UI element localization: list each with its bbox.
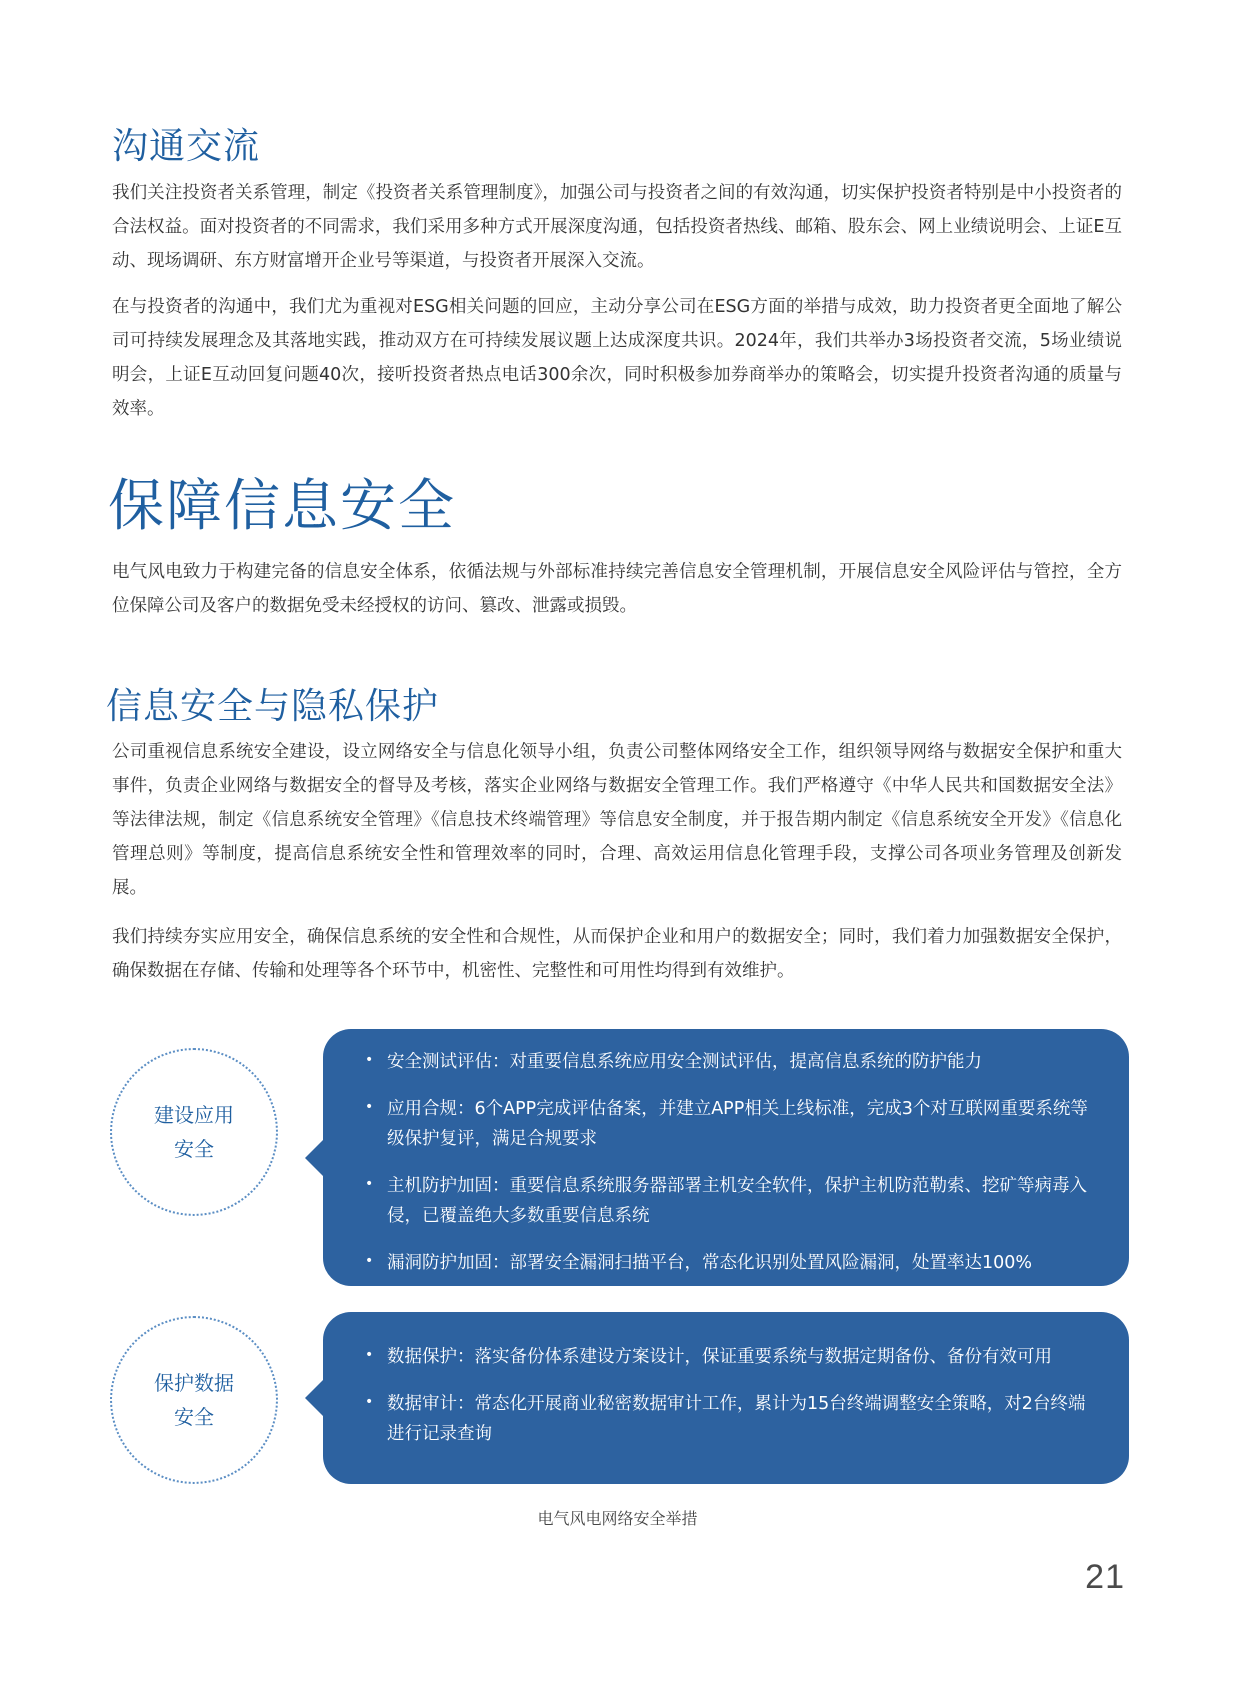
measure-panel-app-security [323, 1029, 1129, 1286]
list-item: • 应用合规：6个APP完成评估备案，并建立APP相关上线标准，完成3个对互联网重要系统等级保护复评，满足合规要求 [363, 1094, 1099, 1154]
measure-label-app-security: 建设应用 安全 [154, 1103, 234, 1161]
section-title-communication: 沟通交流 [112, 126, 261, 167]
communication-paragraph-2: 在与投资者的沟通中，我们尤为重视对ESG相关问题的回应，主动分享公司在ESG方面的举措与成效，助力投资者更全面地了解公司可持续发展理念及其落地实践，推动双方在可持续发展议题上达成深度共识。2024年，我们共举办3场投资者交流，5场业绩说明会，上证E互动回复问题40次，接听投资者热点电话300余次，同时积极参加券商举办的策略会，切实提升投资者沟通的质量与效率。 [112, 297, 1122, 419]
measure-circle-data-security [110, 1316, 278, 1484]
list-item: • 安全测试评估：对重要信息系统应用安全测试评估，提高信息系统的防护能力 [363, 1047, 1099, 1077]
measure-list-app-security [363, 1047, 1099, 1278]
list-item: • 主机防护加固：重要信息系统服务器部署主机安全软件，保护主机防范勒索、挖矿等病毒入侵，已覆盖绝大多数重要信息系统 [363, 1171, 1099, 1231]
list-item: • 数据保护：落实备份体系建设方案设计，保证重要系统与数据定期备份、备份有效可用 [363, 1342, 1099, 1372]
measure-circle-app-security [110, 1048, 278, 1216]
section-title-privacy: 信息安全与隐私保护 [106, 686, 440, 727]
list-item: • 漏洞防护加固：部署安全漏洞扫描平台，常态化识别处置风险漏洞，处置率达100% [363, 1248, 1099, 1278]
measure-label-data-security: 保护数据 安全 [154, 1371, 234, 1429]
figure-caption: 电气风电网络安全举措 [537, 1509, 698, 1528]
privacy-paragraph-1: 公司重视信息系统安全建设，设立网络安全与信息化领导小组，负责公司整体网络安全工作，组织领导网络与数据安全保护和重大事件，负责企业网络与数据安全的督导及考核，落实企业网络与数据安全管理工作。我们严格遵守《中华人民共和国数据安全法》等法律法规，制定《信息系统安全管理》《信息技术终端管理》等信息安全制度，并于报告期内制定《信息系统安全开发》《信息化管理总则》等制度，提高信息系统安全性和管理效率的同时，合理、高效运用信息化管理手段，支撑公司各项业务管理及创新发展。 [112, 742, 1122, 898]
privacy-paragraph-2: 我们持续夯实应用安全，确保信息系统的安全性和合规性，从而保护企业和用户的数据安全；同时，我们着力加强数据安全保护，确保数据在存储、传输和处理等各个环节中，机密性、完整性和可用性均得到有效维护。 [112, 927, 1122, 981]
page-number: 21 [1085, 1558, 1125, 1596]
measure-list-data-security [363, 1342, 1099, 1449]
info-security-intro: 电气风电致力于构建完备的信息安全体系，依循法规与外部标准持续完善信息安全管理机制，开展信息安全风险评估与管控，全方位保障公司及客户的数据免受未经授权的访问、篡改、泄露或损毁。 [112, 562, 1122, 616]
communication-paragraph-1: 我们关注投资者关系管理，制定《投资者关系管理制度》，加强公司与投资者之间的有效沟通，切实保护投资者特别是中小投资者的合法权益。面对投资者的不同需求，我们采用多种方式开展深度沟通，包括投资者热线、邮箱、股东会、网上业绩说明会、上证E互动、现场调研、东方财富增开企业号等渠道，与投资者开展深入交流。 [112, 183, 1122, 271]
measure-panel-data-security [323, 1312, 1129, 1484]
list-item: • 数据审计：常态化开展商业秘密数据审计工作，累计为15台终端调整安全策略，对2台终端进行记录查询 [363, 1389, 1099, 1449]
section-title-info-security: 保障信息安全 [108, 474, 456, 539]
